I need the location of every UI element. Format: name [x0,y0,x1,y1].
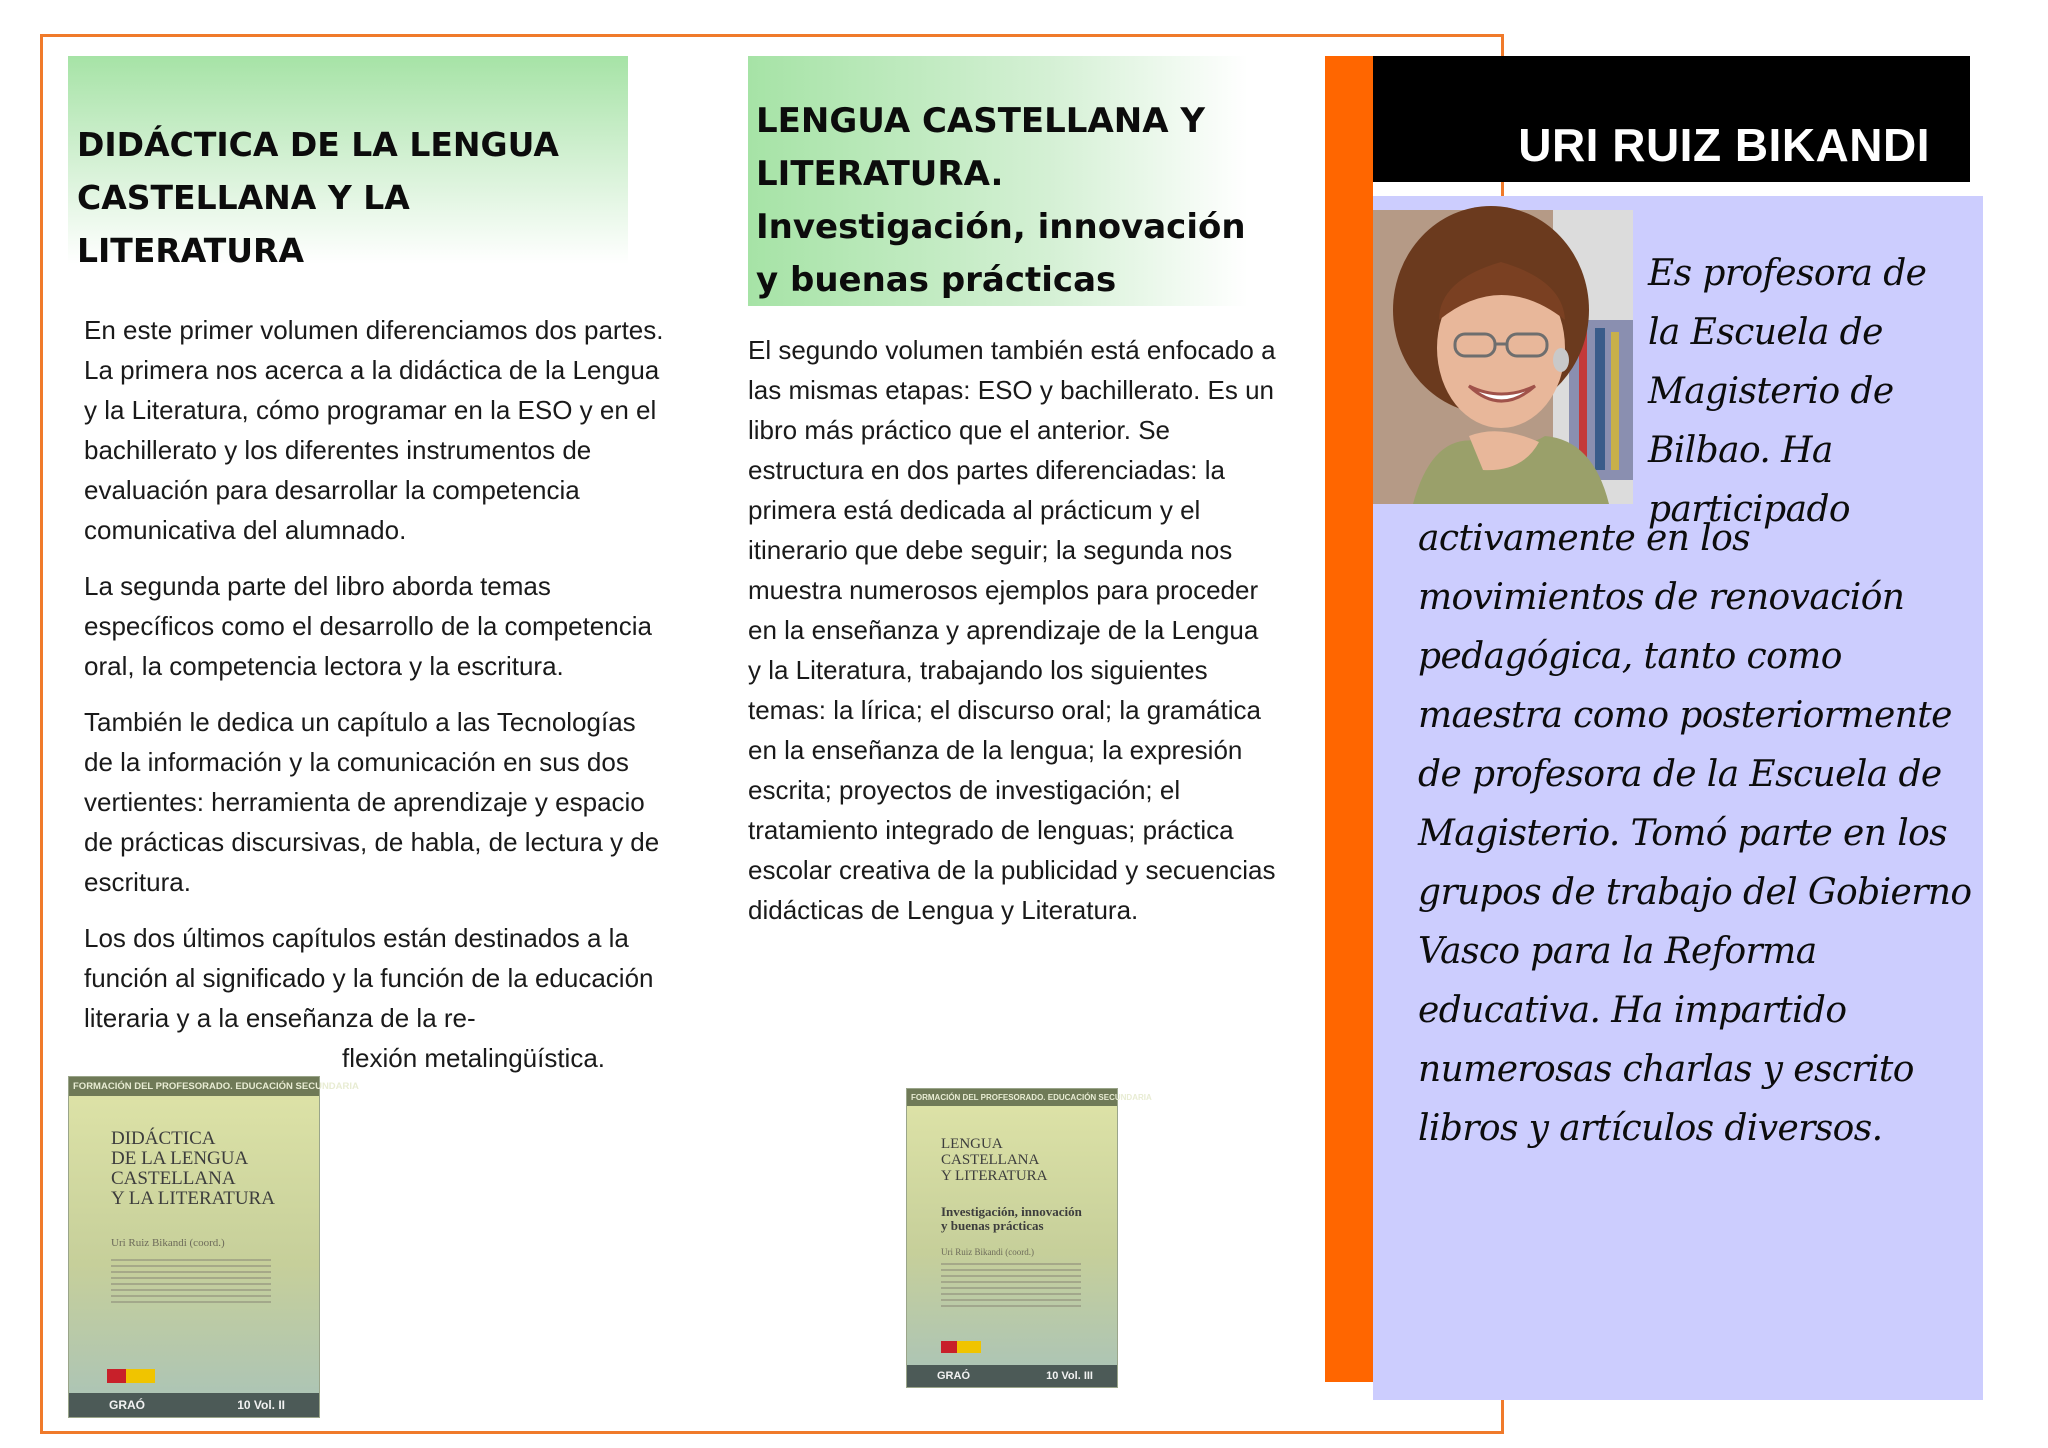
cover-series-label: FORMACIÓN DEL PROFESORADO. EDUCACIÓN SECUNDARIA [907,1089,1117,1106]
column1-paragraph-end: flexión metalingüística. [342,1043,606,1073]
cover-footer [69,1393,319,1417]
ministry-logo-icon [107,1369,155,1383]
author-portrait-image [1373,210,1633,504]
publisher-logo: GRAÓ [937,1370,970,1382]
column1-heading: DIDÁCTICA DE LA LENGUA CASTELLANA Y LA LITERATURA [77,125,559,270]
column1-paragraph: La segunda parte del libro aborda temas específicos como el desarrollo de la competencia oral, la competencia lectora y la escritura. [84,571,652,681]
cover-title: DIDÁCTICA DE LA LENGUA CASTELLANA Y LA LITERATURA [111,1128,275,1209]
column2-body [748,330,1278,946]
column1-body [84,310,664,1094]
cover-volume-number: 10 Vol. III [1046,1370,1093,1382]
cover-contributors-text [111,1259,271,1305]
column1-heading-box [68,56,628,270]
cover-contributors-text [941,1263,1081,1311]
book-cover-volume-2 [68,1076,359,1418]
cover-volume-number: 10 Vol. II [237,1398,285,1412]
author-photo [1373,210,1633,504]
book-cover-volume-3 [906,1088,1152,1388]
publisher-logo: GRAÓ [109,1398,145,1412]
cover-author: Uri Ruiz Bikandi (coord.) [111,1237,225,1249]
cover-title: LENGUA CASTELLANA Y LITERATURA [941,1136,1048,1184]
author-name: URI RUIZ BIKANDI [1518,119,1930,171]
orange-accent-bar [1325,56,1373,1382]
column1-paragraph: También le dedica un capítulo a las Tecnologías de la información y la comunicación en sus dos vertientes: herramienta de aprendizaje y espacio de prácticas discursivas, de habla, de lectura y de escritura. [84,707,660,897]
cover-subtitle: Investigación, innovación y buenas prácticas [941,1204,1082,1233]
name-banner [1373,56,1970,182]
column1-paragraph: En este primer volumen diferenciamos dos partes. La primera nos acerca a la didáctica de la Lengua y la Literatura, cómo programar en la ESO y en el bachillerato y los diferentes instrumentos de evaluación para desarrollar la competencia comunicativa del alumnado. [84,315,664,545]
cover-footer [907,1365,1117,1387]
cover-series-label: FORMACIÓN DEL PROFESORADO. EDUCACIÓN SECUNDARIA [69,1077,319,1096]
column2-heading-box [748,56,1248,306]
bio-text-rest: activamente en los movimientos de renovación pedagógica, tanto como maestra como posteriormente de profesora de la Escuela de Magisterio. Tomó parte en los grupos de trabajo del Gobierno Vasco para la Reforma educativa. Ha impartido numerosas charlas y escrito libros y artículos diversos. [1418,518,1972,1149]
ministry-logo-icon [941,1341,981,1353]
column2-paragraph: El segundo volumen también está enfocado a las mismas etapas: ESO y bachillerato. Es un libro más práctico que el anterior. Se estructura en dos partes diferenciadas: la primera está dedicada al prácticum y el itinerario que debe seguir; la segunda nos muestra numerosos ejemplos para proceder en la enseñanza y aprendizaje de la Lengua y la Literatura, trabajando los siguientes temas: la lírica; el discurso oral; la gramática en la enseñanza de la lengua; la expresión escrita; proyectos de investigación; el tratamiento integrado de lenguas; práctica escolar creativa de la publicidad y secuencias didácticas de Lengua y Literatura. [748,335,1276,925]
cover-author: Uri Ruiz Bikandi (coord.) [941,1247,1034,1257]
bio-text-top: Es profesora de la Escuela de Magisterio de Bilbao. Ha participado [1648,253,1927,530]
column2-heading: LENGUA CASTELLANA Y LITERATURA. Investigación, innovación y buenas prácticas [756,101,1246,300]
column1-paragraph: Los dos últimos capítulos están destinados a la función al significado y la función de la educación literaria y a la enseñanza de la re- [84,923,654,1033]
